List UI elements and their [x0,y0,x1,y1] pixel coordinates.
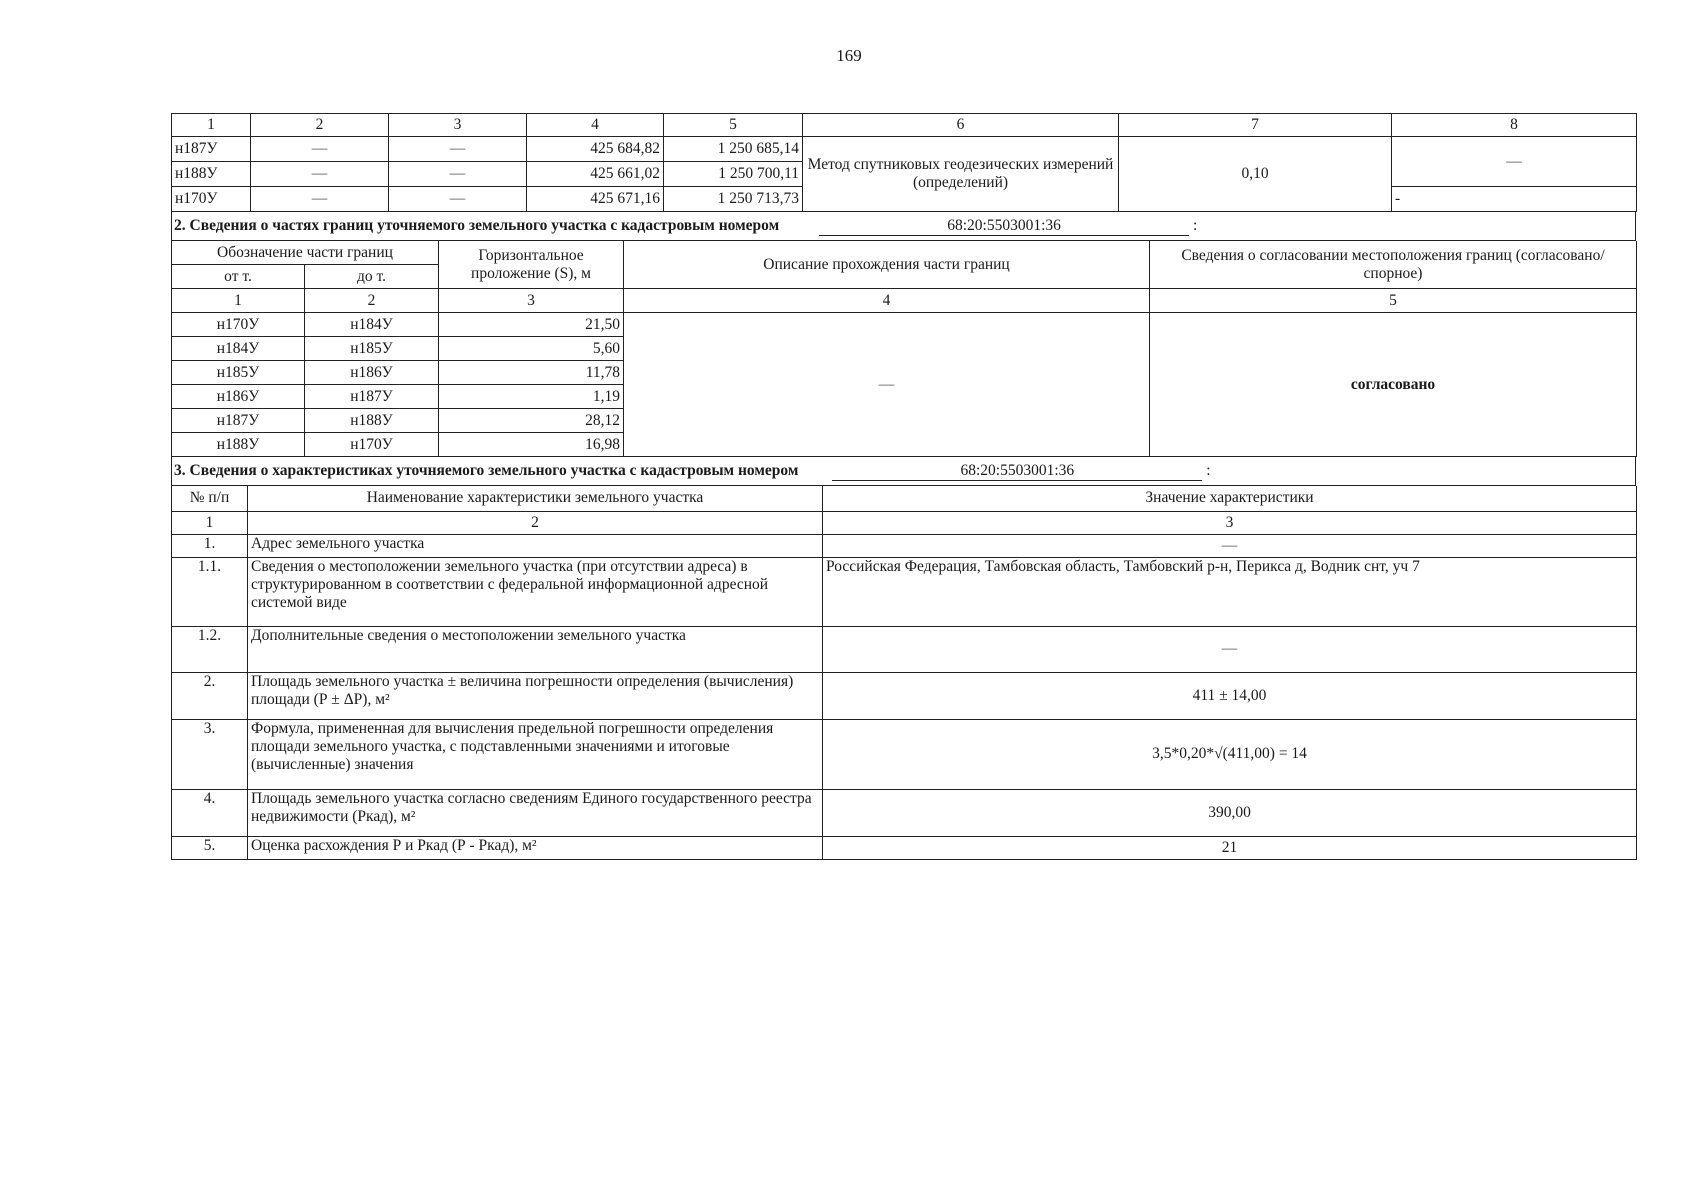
row-name: Оценка расхождения Р и Ркад (Р - Ркад), м² [248,836,823,859]
column-number: 3 [439,289,624,313]
coord-x: 425 671,16 [527,187,664,212]
column-number: 2 [305,289,439,313]
row-value: 21 [823,836,1637,859]
column-number: 8 [1392,114,1637,137]
header-name: Наименование характеристики земельного участка [248,486,823,511]
table-row [172,626,1637,672]
row-value: — [823,534,1637,557]
header-number: № п/п [172,486,248,511]
row-name: Дополнительные сведения о местоположении земельного участка [248,626,823,672]
accuracy-cell: 0,10 [1119,137,1392,212]
length-value: 11,78 [439,361,624,385]
agreement-cell: согласовано [1150,313,1637,457]
table-header-row [172,241,1637,265]
length-value: 16,98 [439,433,624,457]
column-number: 4 [624,289,1150,313]
column-number: 7 [1119,114,1392,137]
table-row [172,313,1637,337]
row-number: 1.2. [172,626,248,672]
page-number: 169 [836,46,862,65]
to-point: н170У [305,433,439,457]
row-value: 390,00 [823,789,1637,836]
method-cell: Метод спутниковых геодезических измерений (определений) [803,137,1119,212]
table-row [172,719,1637,789]
table-header-row [172,486,1637,511]
to-point: н185У [305,337,439,361]
description-cell: — [624,313,1150,457]
table-row [172,137,1637,162]
cell-value: — [251,162,389,187]
row-value: 411 ± 14,00 [823,672,1637,719]
from-point: н184У [172,337,305,361]
header-agreement: Сведения о согласовании местоположения границ (согласовано/спорное) [1150,241,1637,289]
column-number: 1 [172,511,248,534]
length-value: 21,50 [439,313,624,337]
point-name: н187У [172,137,251,162]
column-number: 3 [389,114,527,137]
cell-value: — [251,137,389,162]
table-row [172,836,1637,859]
row-number: 1.1. [172,557,248,626]
point-name: н170У [172,187,251,212]
row-name: Площадь земельного участка согласно сведениям Единого государственного реестра недвижимости (Ркад), м² [248,789,823,836]
header-from: от т. [172,265,305,289]
table-row [172,557,1637,626]
row-name: Площадь земельного участка ± величина погрешности определения (вычисления) площади (Р ± ΔР), м² [248,672,823,719]
from-point: н188У [172,433,305,457]
section-3-cadastral: 68:20:5503001:36 [832,462,1202,481]
coord-y: 1 250 713,73 [664,187,803,212]
column-number: 5 [664,114,803,137]
table-header-row [172,114,1637,137]
row-name: Сведения о местоположении земельного участка (при отсутствии адреса) в структурированном в соответствии с федеральной информационной адресной системой виде [248,557,823,626]
col8-cell: — [1392,137,1637,187]
section-2-cadastral: 68:20:5503001:36 [819,217,1189,236]
column-number: 6 [803,114,1119,137]
to-point: н188У [305,409,439,433]
table-row [172,534,1637,557]
length-value: 28,12 [439,409,624,433]
section-2-colon: : [1192,216,1198,234]
column-number: 3 [823,511,1637,534]
from-point: н186У [172,385,305,409]
row-number: 4. [172,789,248,836]
row-name: Адрес земельного участка [248,534,823,557]
table-row [172,789,1637,836]
length-value: 1,19 [439,385,624,409]
section-3-title: 3. Сведения о характеристиках уточняемого земельного участка с кадастровым номером [174,461,799,479]
cell-value: — [389,187,527,212]
coordinates-table [171,113,1637,212]
row-value: 3,5*0,20*√(411,00) = 14 [823,719,1637,789]
row-value: Российская Федерация, Тамбовская область, Тамбовский р-н, Периксa д, Водник снт, уч 7 [823,557,1637,626]
column-number: 1 [172,289,305,313]
table-row [172,672,1637,719]
header-length: Горизонтальное проложение (S), м [439,241,624,289]
coord-x: 425 684,82 [527,137,664,162]
row-number: 1. [172,534,248,557]
to-point: н187У [305,385,439,409]
characteristics-table [171,486,1637,860]
column-number: 4 [527,114,664,137]
col8-cell: - [1392,187,1637,212]
document-body [171,113,1636,860]
row-value: — [823,626,1637,672]
section-2-title-cell [172,212,1636,241]
section-3-title-cell [172,457,1636,486]
table-number-row [172,511,1637,534]
from-point: н185У [172,361,305,385]
coord-x: 425 661,02 [527,162,664,187]
section-3-title-table [171,457,1636,486]
length-value: 5,60 [439,337,624,361]
section-2-title: 2. Сведения о частях границ уточняемого земельного участка с кадастровым номером [174,216,780,234]
header-description: Описание прохождения части границ [624,241,1150,289]
row-number: 2. [172,672,248,719]
cell-value: — [389,137,527,162]
header-to: до т. [305,265,439,289]
section-2-title-table [171,212,1636,241]
table-number-row [172,289,1637,313]
to-point: н186У [305,361,439,385]
boundary-parts-table [171,241,1637,457]
from-point: н170У [172,313,305,337]
column-number: 2 [248,511,823,534]
section-3-colon: : [1206,461,1211,479]
to-point: н184У [305,313,439,337]
row-number: 3. [172,719,248,789]
row-name: Формула, примененная для вычисления предельной погрешности определения площади земельного участка, с подставленными значениями и итоговые (вычисленные) значения [248,719,823,789]
point-name: н188У [172,162,251,187]
cell-value: — [251,187,389,212]
header-value: Значение характеристики [823,486,1637,511]
coord-y: 1 250 700,11 [664,162,803,187]
coord-y: 1 250 685,14 [664,137,803,162]
from-point: н187У [172,409,305,433]
column-number: 2 [251,114,389,137]
row-number: 5. [172,836,248,859]
column-number: 5 [1150,289,1637,313]
cell-value: — [389,162,527,187]
header-part-label: Обозначение части границ [172,241,439,265]
column-number: 1 [172,114,251,137]
